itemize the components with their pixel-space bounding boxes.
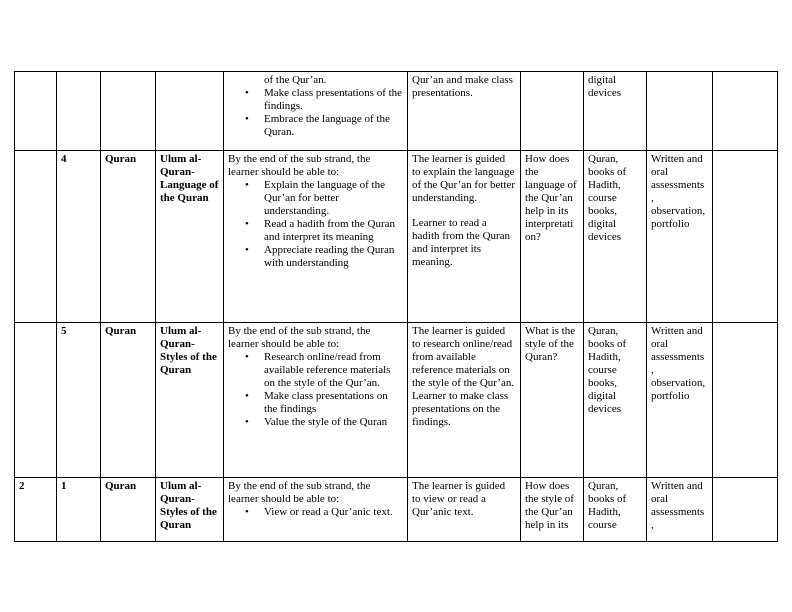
outcome-text: of the Qur’an.: [264, 74, 327, 86]
outcome-text: Read a hadith from the Quran and interpret its meaning: [264, 218, 396, 243]
outcome-text: Research online/read from available reference materials on the style of the Qur’an.: [264, 351, 391, 389]
learning-experiences-cell: [408, 478, 521, 542]
remarks-cell: [713, 72, 778, 151]
outcome-text: Embrace the language of the Quran.: [264, 113, 390, 138]
outcomes-intro: By the end of the sub strand, the learner should be able to:: [228, 153, 371, 178]
outcome-item: [245, 218, 403, 244]
sub-strand-cell: Ulum al-Quran-Styles of the Quran: [156, 323, 224, 478]
resources-cell: Quran, books of Hadith, course: [584, 478, 647, 542]
outcome-text: Make class presentations on the findings: [264, 390, 388, 415]
assessment-cell: Written and oral assessments , observation, portfolio: [647, 151, 713, 323]
learning-experiences-cell: [408, 151, 521, 323]
bullet-icon: •: [245, 390, 249, 402]
outcome-item: [245, 244, 403, 270]
outcome-text: View or read a Qur’anic text.: [264, 506, 393, 518]
key-inquiry-cell: What is the style of the Quran?: [521, 323, 584, 478]
scheme-of-work-table: [14, 71, 778, 542]
outcomes-intro: By the end of the sub strand, the learner should be able to:: [228, 480, 371, 505]
bullet-icon: •: [245, 506, 249, 518]
outcome-text: Make class presentations of the findings.: [264, 87, 403, 112]
outcome-item: [245, 113, 403, 139]
bullet-icon: •: [245, 179, 249, 191]
key-inquiry-cell: How does the style of the Qur’an help in its: [521, 478, 584, 542]
assessment-cell: Written and oral assessments , observation, portfolio: [647, 323, 713, 478]
sub-strand-cell: Ulum al-Quran-Language of the Quran: [156, 151, 224, 323]
bullet-icon: •: [245, 416, 249, 428]
learning-experiences-cell: [408, 72, 521, 151]
outcome-text: Appreciate reading the Quran with understanding: [264, 244, 395, 269]
outcome-text: Value the style of the Quran: [264, 416, 388, 428]
remarks-cell: [713, 323, 778, 478]
outcomes-list: [228, 179, 403, 270]
learning-experiences-cell: [408, 323, 521, 478]
bullet-icon: •: [245, 351, 249, 363]
outcome-item: [245, 179, 403, 218]
experience-text: The learner is guided to view or read a Qur’anic text.: [412, 480, 506, 518]
outcome-item: [264, 74, 403, 87]
table-body: [15, 72, 778, 542]
learning-outcomes-cell: [224, 72, 408, 151]
resources-cell: digital devices: [584, 72, 647, 151]
key-inquiry-cell: How does the language of the Qur’an help in its interpretati on?: [521, 151, 584, 323]
table-row: [15, 478, 778, 542]
outcomes-list: [228, 506, 403, 519]
outcomes-intro: By the end of the sub strand, the learner should be able to:: [228, 325, 371, 350]
week-cell: 2: [15, 478, 57, 542]
table-row: [15, 323, 778, 478]
experience-text: Qur’an and make class presentations.: [412, 74, 513, 99]
lesson-cell: [57, 72, 101, 151]
assessment-cell: Written and oral assessments ,: [647, 478, 713, 542]
week-cell: [15, 72, 57, 151]
learning-outcomes-cell: [224, 151, 408, 323]
bullet-icon: •: [245, 218, 249, 230]
outcome-item: [245, 390, 403, 416]
lesson-cell: 4: [57, 151, 101, 323]
experience-text: The learner is guided to research online/read from available reference materials on the style of the Qur’an. Learner to make class presentations on the findings.: [412, 325, 515, 428]
remarks-cell: [713, 478, 778, 542]
bullet-icon: •: [245, 113, 249, 125]
lesson-cell: 5: [57, 323, 101, 478]
strand-cell: Quran: [101, 323, 156, 478]
sub-strand-cell: [156, 72, 224, 151]
experience-text: The learner is guided to explain the language of the Qur’an for better understanding.: [412, 153, 516, 204]
outcome-item: [245, 416, 403, 429]
strand-cell: Quran: [101, 151, 156, 323]
strand-cell: [101, 72, 156, 151]
outcomes-list: [228, 74, 403, 139]
learning-outcomes-cell: [224, 478, 408, 542]
remarks-cell: [713, 151, 778, 323]
assessment-cell: [647, 72, 713, 151]
bullet-icon: •: [245, 244, 249, 256]
resources-cell: Quran, books of Hadith, course books, digital devices: [584, 323, 647, 478]
key-inquiry-cell: [521, 72, 584, 151]
outcomes-list: [228, 351, 403, 429]
outcome-item: [245, 351, 403, 390]
table-row: [15, 151, 778, 323]
strand-cell: Quran: [101, 478, 156, 542]
sub-strand-cell: Ulum al-Quran-Styles of the Quran: [156, 478, 224, 542]
table-row: [15, 72, 778, 151]
outcome-item: [245, 87, 403, 113]
lesson-cell: 1: [57, 478, 101, 542]
resources-cell: Quran, books of Hadith, course books, digital devices: [584, 151, 647, 323]
outcome-text: Explain the language of the Qur’an for better understanding.: [264, 179, 385, 217]
bullet-icon: •: [245, 87, 249, 99]
week-cell: [15, 151, 57, 323]
experience-text: Learner to read a hadith from the Quran and interpret its meaning.: [412, 217, 511, 268]
learning-outcomes-cell: [224, 323, 408, 478]
outcome-item: [245, 506, 403, 519]
week-cell: [15, 323, 57, 478]
